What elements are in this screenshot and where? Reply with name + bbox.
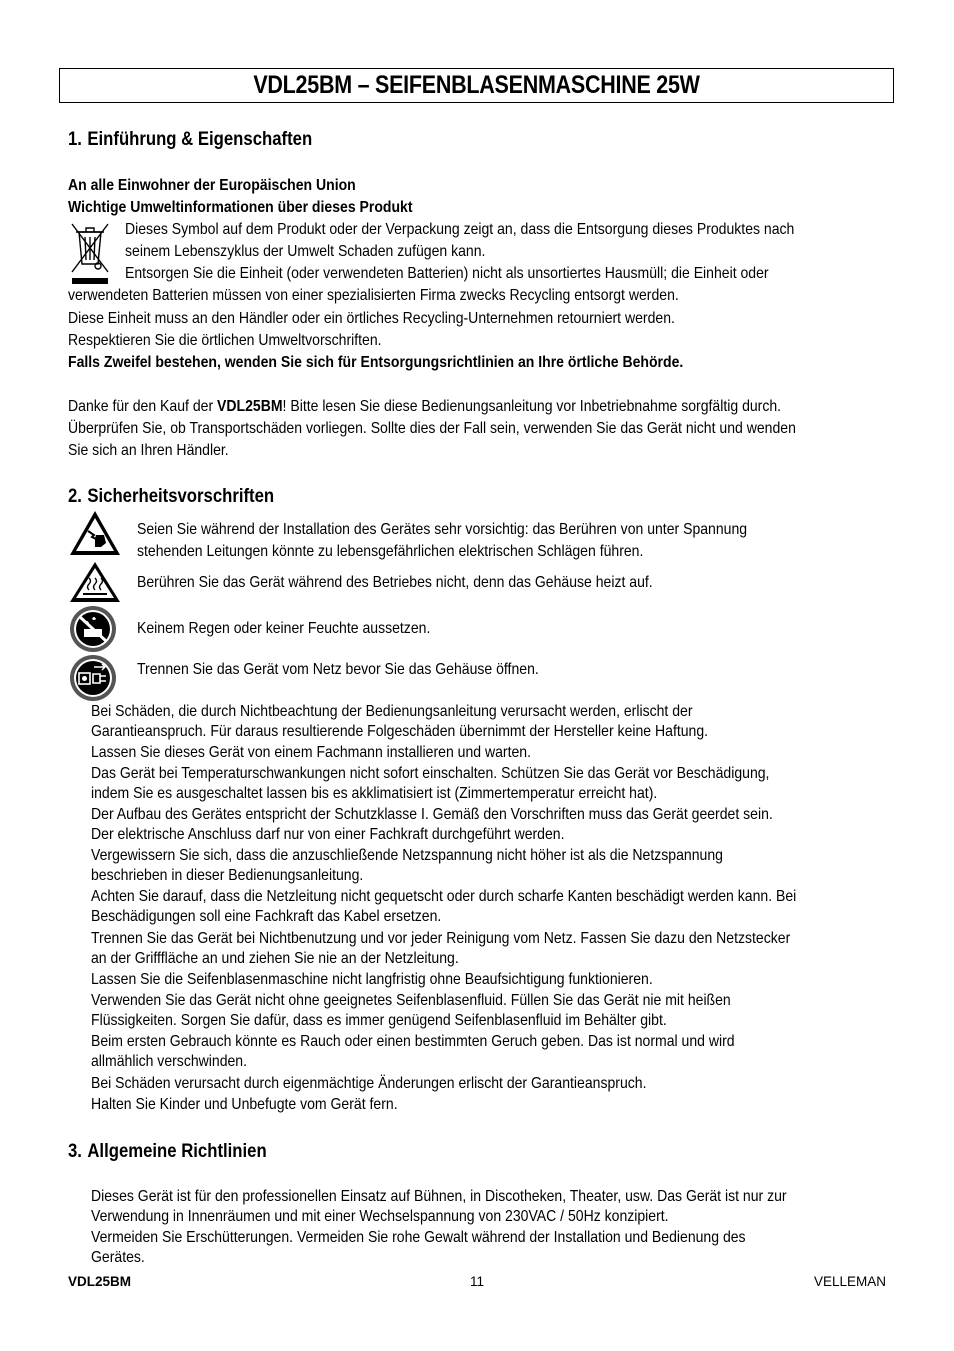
safety-line: allmählich verschwinden. [91,1053,248,1070]
thanks-line-3: Sie sich an Ihren Händler. [68,442,229,459]
weee-paragraph-3: Diese Einheit muss an den Händler oder ein örtliches Recycling-Unternehmen retourniert werden. [68,310,675,327]
section-1-title: Einführung & Eigenschaften [87,129,313,150]
thanks-model: VDL25BM [217,398,283,415]
hot-surface-warning-icon [68,560,122,604]
section-2-number: 2. [68,486,82,507]
title-box [59,68,894,103]
weee-paragraph-2-line-2: verwendeten Batterien müssen von einer spezialisierten Firma zwecks Recycling entsorgt werden. [68,287,679,304]
guideline-line: Vermeiden Sie Erschütterungen. Vermeiden Sie rohe Gewalt während der Installation und Bedienung des [91,1229,746,1246]
section-3-title: Allgemeine Richtlinien [87,1141,267,1162]
safety-line: Das Gerät bei Temperaturschwankungen nicht sofort einschalten. Schützen Sie das Gerät vor Beschädigung, [91,765,770,782]
weee-paragraph-4: Respektieren Sie die örtlichen Umweltvorschriften. [68,332,382,349]
safety-line: Lassen Sie die Seifenblasenmaschine nicht langfristig ohne Beaufsichtigung funktionieren. [91,971,653,988]
section-1-number: 1. [68,129,82,150]
safety-line: beschrieben in dieser Bedienungsanleitung. [91,867,364,884]
eu-notice-line-1: An alle Einwohner der Europäischen Union [68,177,356,194]
guideline-line: Verwendung in Innenräumen und mit einer Wechselspannung von 230VAC / 50Hz konzipiert. [91,1208,669,1225]
warning-hot-surface: Berühren Sie das Gerät während des Betriebes nicht, denn das Gehäuse heizt auf. [137,574,653,591]
thanks-line-2: Überprüfen Sie, ob Transportschäden vorliegen. Sollte dies der Fall sein, verwenden Sie das Gerät nicht und wenden [68,420,796,437]
thanks-prefix: Danke für den Kauf der [68,398,218,415]
section-2-heading [68,486,274,508]
electric-shock-warning-icon [68,509,122,557]
safety-line: Garantieanspruch. Für daraus resultierende Folgeschäden übernimmt der Hersteller keine Haftung. [91,723,709,740]
weee-paragraph-1-line-1: Dieses Symbol auf dem Produkt oder der Verpackung zeigt an, dass die Entsorgung dieses Produktes nach [125,221,795,238]
crossed-out-wheelie-bin-icon [68,220,112,286]
safety-line: Beim ersten Gebrauch könnte es Rauch oder einen bestimmten Geruch geben. Das ist normal und wird [91,1033,735,1050]
section-3-number: 3. [68,1141,82,1162]
safety-line: Bei Schäden verursacht durch eigenmächtige Änderungen erlischt der Garantieanspruch. [91,1075,647,1092]
thanks-suffix: ! Bitte lesen Sie diese Bedienungsanleitung vor Inbetriebnahme sorgfältig durch. [282,398,782,415]
safety-line: indem Sie es ausgeschaltet lassen bis es akklimatisiert ist (Zimmertemperatur erreicht hat). [91,785,658,802]
warning-no-moisture: Keinem Regen oder keiner Feuchte aussetzen. [137,620,431,637]
disconnect-power-icon [68,654,118,702]
safety-line: Trennen Sie das Gerät bei Nichtbenutzung und vor jeder Reinigung vom Netz. Fassen Sie dazu den Netzstecker [91,930,791,947]
weee-paragraph-1-line-2: seinem Lebenszyklus der Umwelt Schaden zufügen kann. [125,243,486,260]
footer-model: VDL25BM [68,1274,132,1289]
footer-brand: VELLEMAN [813,1274,886,1289]
section-1-heading [68,129,312,151]
page-title: VDL25BM – SEIFENBLASENMASCHINE 25W [253,71,700,99]
footer-page-number: 11 [470,1274,485,1289]
safety-line: Vergewissern Sie sich, dass die anzuschließende Netzspannung nicht höher ist als die Netzspannung [91,847,723,864]
safety-line: Lassen Sie dieses Gerät von einem Fachmann installieren und warten. [91,744,531,761]
safety-line: Verwenden Sie das Gerät nicht ohne geeignetes Seifenblasenfluid. Füllen Sie das Gerät nie mit heißen [91,992,731,1009]
weee-authority-notice: Falls Zweifel bestehen, wenden Sie sich für Entsorgungsrichtlinien an Ihre örtliche Behörde. [68,354,684,371]
safety-line: an der Grifffläche an und ziehen Sie nie an der Netzleitung. [91,950,459,967]
warning-shock-line-1: Seien Sie während der Installation des Gerätes sehr vorsichtig: das Berühren von unter Spannung [137,521,748,538]
safety-line: Bei Schäden, die durch Nichtbeachtung der Bedienungsanleitung verursacht werden, erlischt der [91,703,693,720]
thanks-line-1 [68,396,781,418]
guideline-line: Dieses Gerät ist für den professionellen Einsatz auf Bühnen, in Discotheken, Theater, usw. Das Gerät ist nur zur [91,1188,787,1205]
safety-line: Achten Sie darauf, dass die Netzleitung nicht gequetscht oder durch scharfe Kanten beschädigt werden kann. Bei [91,888,797,905]
safety-line: Der Aufbau des Gerätes entspricht der Schutzklasse I. Gemäß den Vorschriften muss das Gerät geerdet sein. [91,806,773,823]
guideline-line: Gerätes. [91,1249,145,1266]
safety-line: Flüssigkeiten. Sorgen Sie dafür, dass es immer genügend Seifenblasenfluid im Behälter gibt. [91,1012,667,1029]
safety-line: Halten Sie Kinder und Unbefugte vom Gerät fern. [91,1096,398,1113]
safety-line: Beschädigungen soll eine Fachkraft das Kabel ersetzen. [91,908,442,925]
section-3-heading [68,1141,267,1163]
section-2-title: Sicherheitsvorschriften [87,486,275,507]
warning-disconnect: Trennen Sie das Gerät vom Netz bevor Sie das Gehäuse öffnen. [137,661,539,678]
safety-line: Der elektrische Anschluss darf nur von einer Fachkraft durchgeführt werden. [91,826,565,843]
weee-paragraph-2-line-1: Entsorgen Sie die Einheit (oder verwendeten Batterien) nicht als unsortiertes Hausmüll; die Einheit oder [125,265,769,282]
eu-notice-line-2: Wichtige Umweltinformationen über dieses Produkt [68,199,413,216]
no-moisture-icon [68,605,118,653]
warning-shock-line-2: stehenden Leitungen könnte zu lebensgefährlichen elektrischen Schlägen führen. [137,543,644,560]
